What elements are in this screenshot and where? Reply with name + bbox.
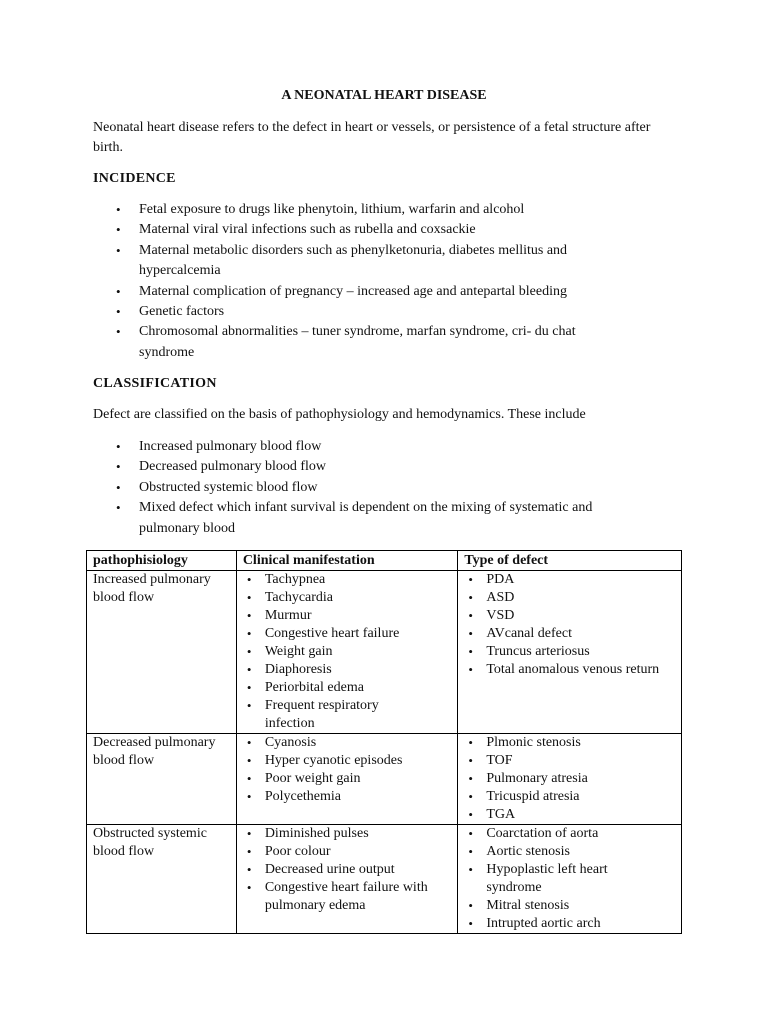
list-item: • TOF: [464, 752, 675, 770]
list-item: • VSD: [464, 607, 675, 625]
list-item: • Decreased urine output: [243, 861, 452, 879]
list-item: • Polycethemia: [243, 788, 452, 806]
list-item: • Decreased pulmonary blood flow: [116, 457, 676, 477]
list-item: • Cyanosis: [243, 734, 452, 752]
list-item: • Chromosomal abnormalities – tuner syndrome, marfan syndrome, cri- du chat syndrome: [116, 322, 634, 363]
list-item: • Total anomalous venous return: [464, 661, 675, 679]
header-pathophysiology: pathophisiology: [87, 551, 237, 571]
table-header-row: [87, 551, 682, 571]
list-item: • Tachypnea: [243, 571, 452, 589]
incidence-heading: INCIDENCE: [93, 171, 176, 186]
type-of-defect-cell: [458, 571, 682, 734]
classification-list: [116, 437, 676, 539]
clinical-manifestation-cell: [236, 825, 458, 934]
list-item: • Diaphoresis: [243, 661, 452, 679]
clinical-manifestation-cell: [236, 571, 458, 734]
type-of-defect-cell: [458, 734, 682, 825]
list-item: • Tricuspid atresia: [464, 788, 675, 806]
list-item: • Congestive heart failure: [243, 625, 452, 643]
list-item: • Plmonic stenosis: [464, 734, 675, 752]
table-row: [87, 734, 682, 825]
list-item: • Poor colour: [243, 843, 452, 861]
list-item: • Maternal viral viral infections such as rubella and coxsackie: [116, 220, 676, 240]
list-item: • Tachycardia: [243, 589, 452, 607]
list-item: • PDA: [464, 571, 675, 589]
list-item: • ASD: [464, 589, 675, 607]
list-item: • Pulmonary atresia: [464, 770, 675, 788]
list-item: • TGA: [464, 806, 675, 824]
list-item: • Maternal complication of pregnancy – increased age and antepartal bleeding: [116, 282, 676, 302]
table-row: [87, 571, 682, 734]
clinical-manifestation-cell: [236, 734, 458, 825]
list-item: • Increased pulmonary blood flow: [116, 437, 676, 457]
pathophysiology-cell: Increased pulmonary blood flow: [87, 571, 237, 734]
pathophysiology-cell: Decreased pulmonary blood flow: [87, 734, 237, 825]
list-item: • Truncus arteriosus: [464, 643, 675, 661]
type-of-defect-cell: [458, 825, 682, 934]
pathophysiology-cell: Obstructed systemic blood flow: [87, 825, 237, 934]
defects-table: [86, 550, 682, 934]
list-item: • Aortic stenosis: [464, 843, 675, 861]
header-type-of-defect: Type of defect: [458, 551, 682, 571]
classification-paragraph: Defect are classified on the basis of pathophysiology and hemodynamics. These include: [93, 407, 586, 422]
header-clinical-manifestation: Clinical manifestation: [236, 551, 458, 571]
table-row: [87, 825, 682, 934]
list-item: • Weight gain: [243, 643, 452, 661]
intro-paragraph: Neonatal heart disease refers to the defect in heart or vessels, or persistence of a fetal structure after birth.: [93, 120, 651, 155]
list-item: • Congestive heart failure with pulmonary edema: [243, 879, 452, 915]
list-item: • AVcanal defect: [464, 625, 675, 643]
list-item: • Hyper cyanotic episodes: [243, 752, 452, 770]
list-item: • Diminished pulses: [243, 825, 452, 843]
list-item: • Maternal metabolic disorders such as phenylketonuria, diabetes mellitus and hypercalcemia: [116, 241, 634, 282]
list-item: • Coarctation of aorta: [464, 825, 675, 843]
classification-heading: CLASSIFICATION: [93, 376, 217, 391]
list-item: • Genetic factors: [116, 302, 676, 322]
list-item: • Murmur: [243, 607, 452, 625]
list-item: • Hypoplastic left heart syndrome: [464, 861, 636, 897]
list-item: • Mitral stenosis: [464, 897, 675, 915]
list-item: • Obstructed systemic blood flow: [116, 478, 676, 498]
list-item: • Intrupted aortic arch: [464, 915, 675, 933]
list-item: • Periorbital edema: [243, 679, 452, 697]
incidence-list: [116, 200, 676, 363]
list-item: • Poor weight gain: [243, 770, 452, 788]
list-item: • Frequent respiratory infection: [243, 697, 415, 733]
list-item: • Fetal exposure to drugs like phenytoin, lithium, warfarin and alcohol: [116, 200, 676, 220]
document-title: A NEONATAL HEART DISEASE: [281, 88, 487, 103]
list-item: • Mixed defect which infant survival is dependent on the mixing of systematic and pulmonary blood: [116, 498, 649, 539]
